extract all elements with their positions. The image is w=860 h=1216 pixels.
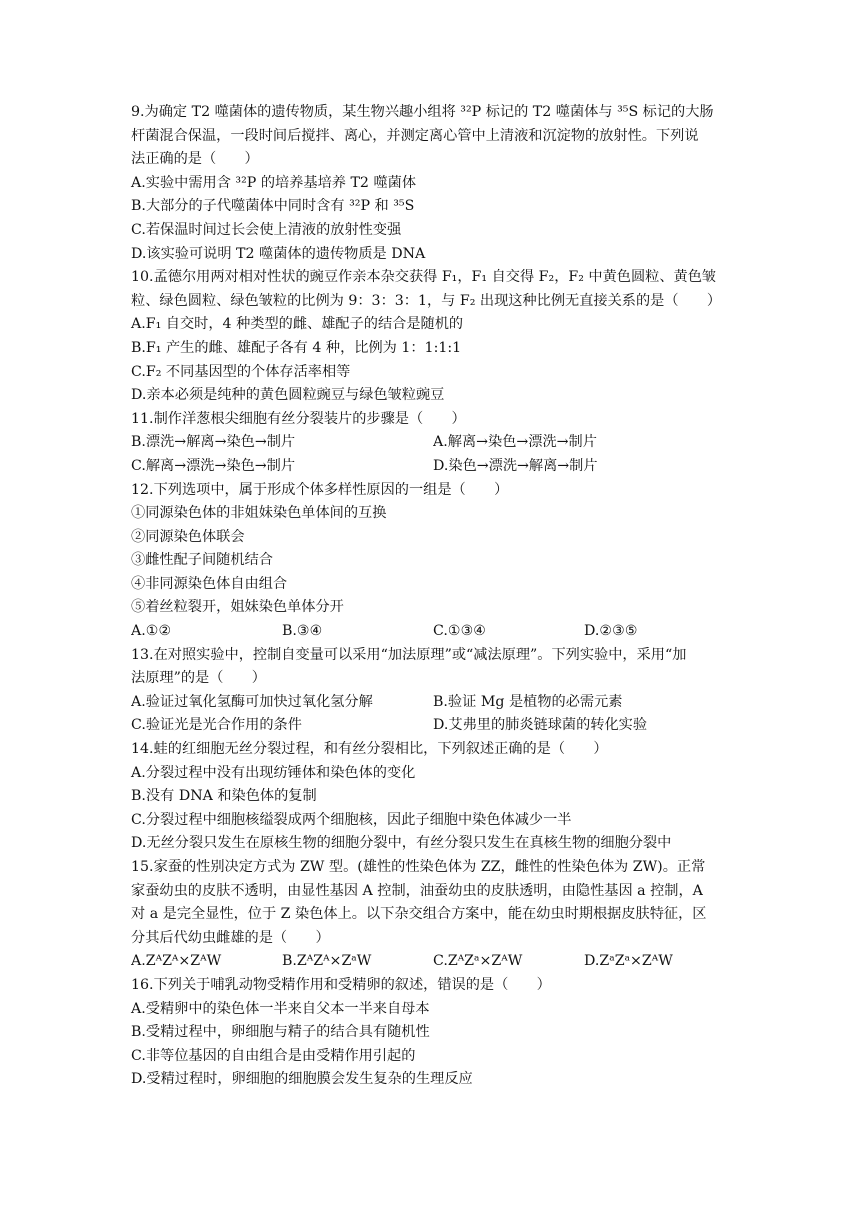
options-grid [131, 950, 736, 974]
statement-2: ②同源染色体联会 [131, 528, 245, 545]
statement-1: ①同源染色体的非姐妹染色单体间的互换 [131, 505, 387, 522]
option-a: A.实验中需用含 ³²P 的培养基培养 T2 噬菌体 [131, 174, 417, 191]
option-d: D.染色→漂洗→解离→制片 [433, 457, 598, 474]
question-15 [131, 856, 736, 974]
question-stem-line: 11.制作洋葱根尖细胞有丝分裂装片的步骤是（ ） [131, 410, 466, 427]
option-a: A.F₁ 自交时，4 种类型的雌、雄配子的结合是随机的 [131, 316, 464, 333]
question-13 [131, 644, 736, 738]
question-list [131, 101, 736, 1092]
option-d: D.亲本必须是纯种的黄色圆粒豌豆与绿色皱粒豌豆 [131, 387, 445, 404]
question-stem-line: 15.家蚕的性别决定方式为 ZW 型。(雄性的性染色体为 ZZ，雌性的性染色体为 ZW)。正常 [131, 859, 706, 875]
option-b: B.受精过程中，卵细胞与精子的结合具有随机性 [131, 1024, 430, 1041]
option-c: C.解离→漂洗→染色→制片 [131, 457, 296, 474]
option-c: C.验证光是光合作用的条件 [131, 717, 302, 734]
question-stem-line: 16.下列关于哺乳动物受精作用和受精卵的叙述，错误的是（ ） [131, 976, 551, 993]
options-grid [131, 620, 736, 644]
question-stem-line: 9.为确定 T2 噬菌体的遗传物质，某生物兴趣小组将 ³²P 标记的 T2 噬菌体与 ³⁵S 标记的大肠 [131, 104, 714, 120]
question-stem-line: 10.孟德尔用两对相对性状的豌豆作亲本杂交获得 F₁，F₁ 自交得 F₂，F₂ 中黄色圆粒、黄色皱 [131, 269, 717, 286]
option-c: C.①③④ [433, 623, 487, 640]
option-c: C.分裂过程中细胞核缢裂成两个细胞核，因此子细胞中染色体减少一半 [131, 811, 572, 828]
question-stem-line: 13.在对照实验中，控制自变量可以采用“加法原理”或“减法原理”。下列实验中，采用“加 [131, 646, 687, 663]
question-10 [131, 266, 736, 408]
question-16 [131, 974, 736, 1092]
statement-4: ④非同源染色体自由组合 [131, 575, 288, 592]
option-c: C.若保温时间过长会使上清液的放射性变强 [131, 221, 402, 238]
statement-3: ③雌性配子间随机结合 [131, 552, 273, 569]
option-b: B.大部分的子代噬菌体中同时含有 ³²P 和 ³⁵S [131, 198, 415, 215]
option-b: B.F₁ 产生的雌、雄配子各有 4 种，比例为 1：1:1:1 [131, 339, 462, 356]
option-d: D.ZᵃZᵃ×ZᴬW [584, 953, 673, 970]
options-grid [131, 431, 736, 478]
option-b: B.验证 Mg 是植物的必需元素 [433, 693, 623, 710]
question-stem-line: 家蚕幼虫的皮肤不透明，由显性基因 A 控制，油蚕幼虫的皮肤透明，由隐性基因 a 控制，A [131, 882, 703, 899]
option-a: A.ZᴬZᴬ×ZᴬW [131, 953, 222, 970]
question-stem-line: 法原理”的是（ ） [131, 670, 266, 687]
option-a: A.解离→染色→漂洗→制片 [433, 434, 597, 451]
question-stem-line: 法正确的是（ ） [131, 151, 259, 168]
question-14 [131, 738, 736, 856]
question-stem-line: 12.下列选项中，属于形成个体多样性原因的一组是（ ） [131, 481, 509, 498]
option-c: C.F₂ 不同基因型的个体存活率相等 [131, 363, 351, 380]
options-grid [131, 691, 736, 738]
option-d: D.无丝分裂只发生在原核生物的细胞分裂中，有丝分裂只发生在真核生物的细胞分裂中 [131, 835, 672, 852]
option-d: D.该实验可说明 T2 噬菌体的遗传物质是 DNA [131, 245, 426, 262]
question-stem-line: 分其后代幼虫雌雄的是（ ） [131, 929, 330, 946]
option-b: B.漂洗→解离→染色→制片 [131, 434, 296, 451]
option-c: C.非等位基因的自由组合是由受精作用引起的 [131, 1047, 416, 1064]
option-a: A.①② [131, 623, 172, 640]
statement-5: ⑤着丝粒裂开，姐妹染色单体分开 [131, 599, 344, 616]
option-a: A.受精卵中的染色体一半来自父本一半来自母本 [131, 1000, 430, 1017]
option-d: D.受精过程时，卵细胞的细胞膜会发生复杂的生理反应 [131, 1071, 473, 1088]
question-stem-line: 14.蛙的红细胞无丝分裂过程，和有丝分裂相比，下列叙述正确的是（ ） [131, 741, 608, 758]
question-stem-line: 粒、绿色圆粒、绿色皱粒的比例为 9：3：3：1，与 F₂ 出现这种比例无直接关系的是（ ） [131, 292, 722, 309]
option-b: B.ZᴬZᴬ×ZᵃW [282, 953, 372, 970]
question-stem-line: 对 a 是完全显性，位于 Z 染色体上。以下杂交组合方案中，能在幼虫时期根据皮肤特征，区 [131, 906, 707, 923]
option-b: B.没有 DNA 和染色体的复制 [131, 788, 317, 805]
option-a: A.分裂过程中没有出现纺锤体和染色体的变化 [131, 764, 416, 781]
option-d: D.②③⑤ [584, 623, 638, 640]
option-d: D.艾弗里的肺炎链球菌的转化实验 [433, 717, 648, 734]
question-12 [131, 479, 736, 644]
option-a: A.验证过氧化氢酶可加快过氧化氢分解 [131, 693, 373, 710]
question-9 [131, 101, 736, 266]
question-11 [131, 408, 736, 479]
option-c: C.ZᴬZᵃ×ZᴬW [433, 953, 523, 970]
question-stem-line: 杆菌混合保温，一段时间后搅拌、离心，并测定离心管中上清液和沉淀物的放射性。下列说 [131, 127, 699, 144]
option-b: B.③④ [282, 623, 323, 640]
